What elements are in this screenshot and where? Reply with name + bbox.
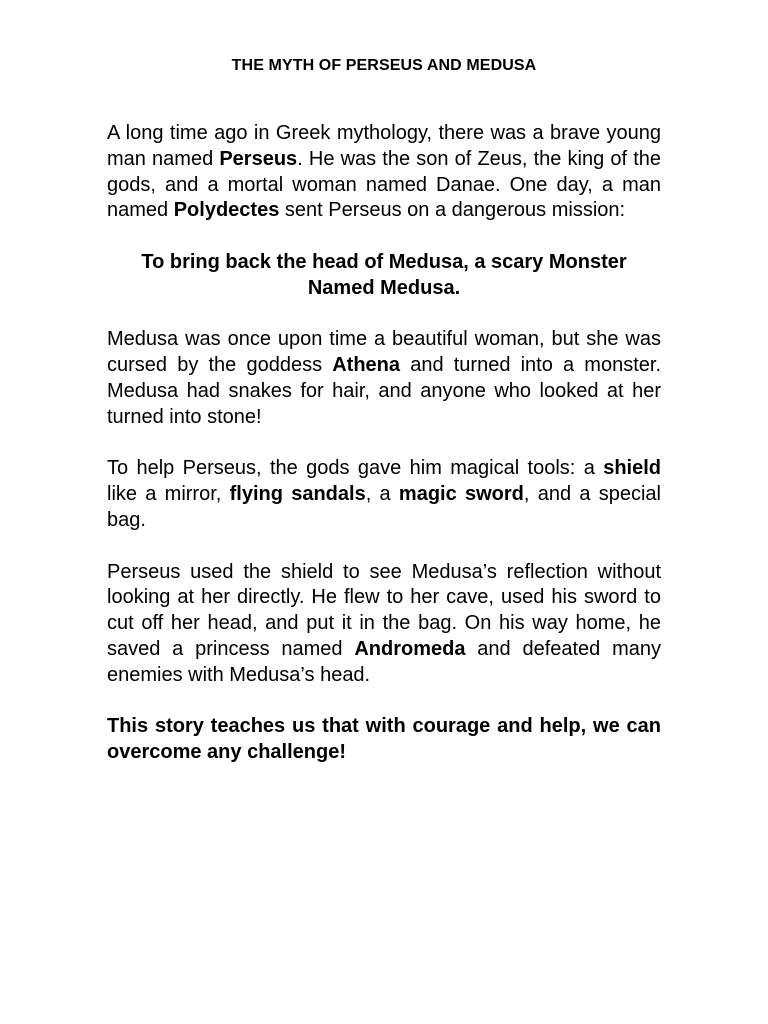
paragraph-quest [107, 560, 661, 689]
paragraph-medusa-text-1: Medusa was once upon time a beautiful woman, but she was cursed by the goddess [107, 328, 661, 377]
tool-flying-sandals: flying sandals [229, 483, 366, 506]
paragraph-tools-text-2: like a mirror, [107, 483, 230, 506]
name-athena: Athena [332, 354, 401, 377]
paragraph-intro-text-1: A long time ago in Greek mythology, there was a brave young man named [107, 122, 661, 170]
story-moral: This story teaches us that with courage and help, we can overcome any challenge! [107, 715, 661, 764]
paragraph-tools [107, 456, 661, 533]
tool-magic-sword: magic sword [398, 483, 524, 506]
paragraph-medusa [107, 327, 661, 430]
paragraph-tools-text-4: , and a special bag. [107, 483, 661, 531]
paragraph-quest-text-1: Perseus used the shield to see Medusa’s reflection without looking at her directly. He flew to her cave, used his sword to cut off her head, and put it in the bag. On his way home, he saved a princess named [107, 560, 661, 660]
paragraph-intro-text-2: . He was the son of Zeus, the king of the gods, and a mortal woman named Danae. One day, a man named [107, 147, 661, 222]
paragraph-quest-text-2: and defeated many enemies with Medusa’s head. [107, 637, 662, 686]
paragraph-intro [107, 121, 661, 224]
tool-shield: shield [603, 457, 661, 480]
document-body [107, 121, 661, 766]
name-perseus: Perseus [219, 147, 298, 170]
mission-statement: To bring back the head of Medusa, a scary Monster Named Medusa. [141, 250, 627, 299]
paragraph-intro-text-3: sent Perseus on a dangerous mission: [279, 199, 626, 222]
document-title: THE MYTH OF PERSEUS AND MEDUSA [231, 57, 537, 74]
paragraph-tools-text-1: To help Perseus, the gods gave him magical tools: a [107, 457, 604, 480]
name-polydectes: Polydectes [173, 199, 280, 222]
paragraph-medusa-text-2: and turned into a monster. Medusa had snakes for hair, and anyone who looked at her turned into stone! [107, 354, 661, 428]
name-andromeda: Andromeda [354, 637, 466, 660]
paragraph-tools-text-3: , a [365, 483, 399, 506]
